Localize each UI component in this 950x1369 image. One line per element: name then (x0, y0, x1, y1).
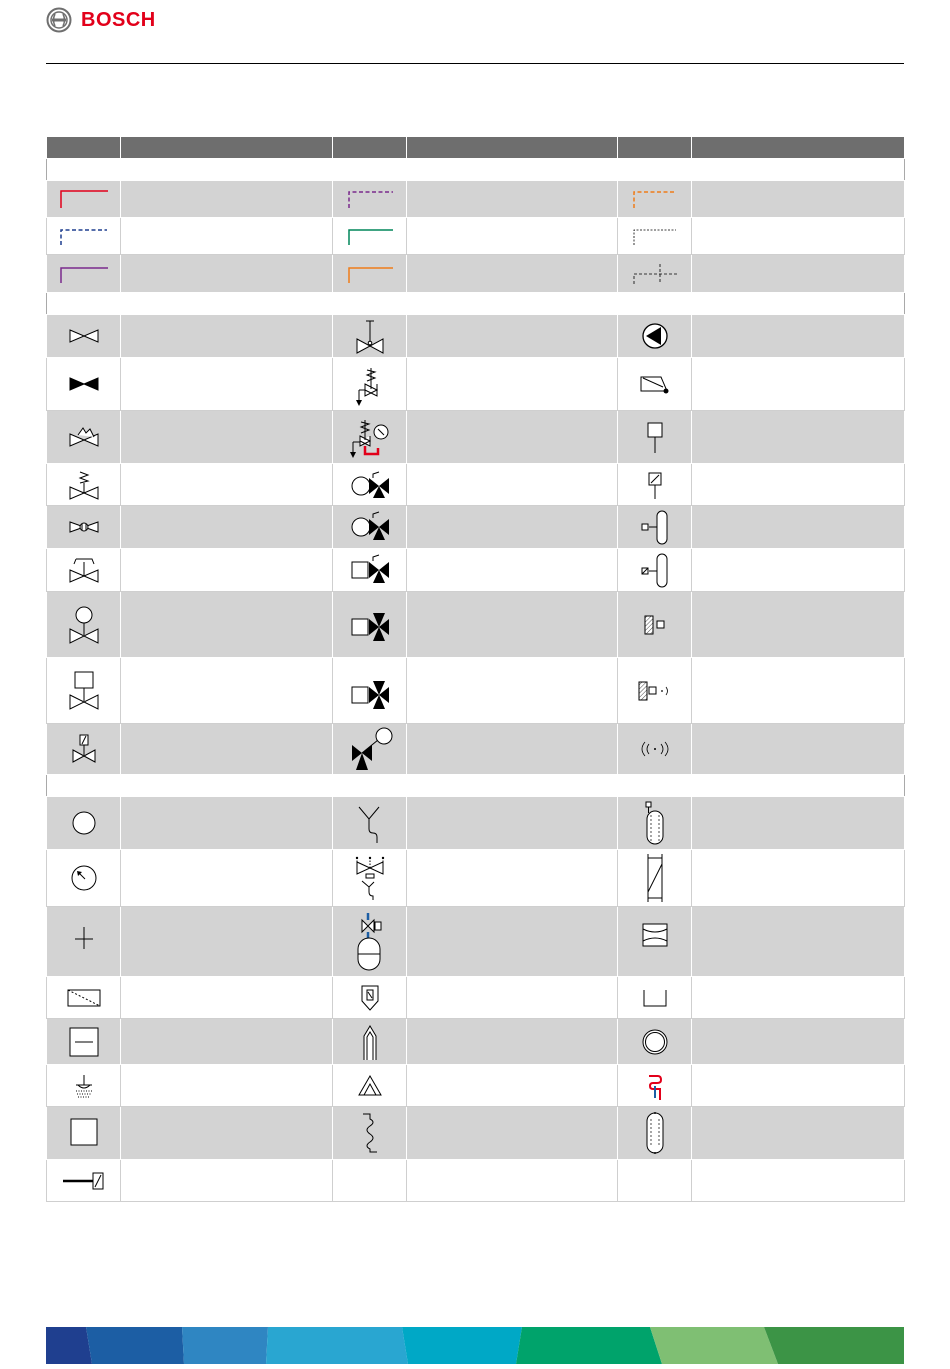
description-cell (692, 218, 905, 255)
header-cell (333, 137, 407, 159)
solenoid-valve-icon (69, 731, 99, 767)
header-cell (121, 137, 333, 159)
description-cell (407, 977, 618, 1019)
symbol-cell (47, 1107, 121, 1160)
table-row (47, 315, 905, 358)
section-row-lines (47, 159, 905, 181)
description-cell (692, 506, 905, 549)
flow-limiter-valve-icon (67, 517, 101, 537)
description-cell (407, 1107, 618, 1160)
symbol-cell (333, 977, 407, 1019)
symbol-cell (618, 658, 692, 724)
symbol-cell (618, 255, 692, 293)
footer-stripe (46, 1327, 92, 1364)
header-rule (46, 63, 904, 64)
description-cell (692, 724, 905, 775)
table-row (47, 218, 905, 255)
rod-sensor-icon (59, 1169, 109, 1193)
table-header-row (47, 137, 905, 159)
three-way-valve-box-icon (349, 553, 391, 587)
symbol-cell (333, 464, 407, 506)
description-cell (692, 358, 905, 411)
section-row-valves (47, 293, 905, 315)
description-cell (121, 1160, 333, 1202)
balancing-valve-icon (66, 554, 102, 586)
table-row (47, 907, 905, 977)
shower-head-icon (70, 1071, 98, 1101)
triangle-icon (355, 1073, 385, 1099)
header-cell (618, 137, 692, 159)
symbol-cell (333, 506, 407, 549)
four-way-mixer-box-icon (349, 671, 391, 711)
symbol-cell (618, 1065, 692, 1107)
filling-drain-icon (352, 854, 388, 902)
footer-stripe (764, 1327, 904, 1364)
symbol-cell (618, 411, 692, 464)
footer-stripe (266, 1327, 408, 1364)
symbol-cell (47, 255, 121, 293)
symbol-cell (333, 255, 407, 293)
description-cell (692, 411, 905, 464)
description-cell (407, 850, 618, 907)
symbol-cell (618, 506, 692, 549)
description-cell (407, 506, 618, 549)
description-cell (407, 181, 618, 218)
symbol-cell (47, 977, 121, 1019)
table-row (47, 724, 905, 775)
description-cell (692, 907, 905, 977)
symbol-cell (47, 592, 121, 658)
symbol-cell (47, 218, 121, 255)
symbol-cell (333, 218, 407, 255)
description-cell (692, 592, 905, 658)
symbol-cell (618, 1107, 692, 1160)
symbol-cell (47, 506, 121, 549)
symbol-cell (333, 850, 407, 907)
description-cell (121, 850, 333, 907)
description-cell (692, 1019, 905, 1065)
description-cell (407, 1019, 618, 1065)
symbol-cell (47, 315, 121, 358)
symbol-cell (333, 1107, 407, 1160)
open-tank-icon (640, 986, 670, 1010)
storage-sensor-diagonal-icon (639, 551, 671, 589)
symbol-cell (47, 658, 121, 724)
symbol-cell (618, 724, 692, 775)
description-cell (407, 907, 618, 977)
table-row (47, 506, 905, 549)
wireless-signal-icon (638, 739, 672, 759)
description-cell (121, 1019, 333, 1065)
symbol-cell (47, 411, 121, 464)
symbol-cell (47, 907, 121, 977)
table-row (47, 549, 905, 592)
safety-valve-icon (353, 360, 387, 408)
symbol-cell (47, 850, 121, 907)
description-cell (692, 315, 905, 358)
table-row (47, 1107, 905, 1160)
bosch-armature-icon (46, 7, 72, 33)
description-cell (121, 549, 333, 592)
table-row (47, 797, 905, 850)
room-controller-icon (640, 610, 670, 640)
line-dashed-blue-icon (57, 225, 111, 247)
dirt-filter-icon (357, 983, 383, 1013)
symbol-cell (618, 592, 692, 658)
three-way-valve-icon (349, 510, 391, 544)
description-cell (407, 658, 618, 724)
table-row (47, 1019, 905, 1065)
description-cell (692, 797, 905, 850)
symbol-cell (47, 358, 121, 411)
gate-valve-icon (67, 326, 101, 346)
description-cell (692, 1065, 905, 1107)
storage-tank-icon (643, 1110, 667, 1156)
closed-valve-icon (67, 374, 101, 394)
symbol-cell (333, 592, 407, 658)
symbol-cell (618, 977, 692, 1019)
description-cell (692, 549, 905, 592)
description-cell (121, 255, 333, 293)
symbol-cell (47, 1019, 121, 1065)
symbol-cell (333, 358, 407, 411)
footer-color-band (46, 1327, 904, 1364)
table-row (47, 464, 905, 506)
symbol-cell (618, 1019, 692, 1065)
description-cell (692, 464, 905, 506)
description-cell (121, 358, 333, 411)
line-dashed-cross-icon (628, 262, 682, 286)
symbol-cell (618, 1160, 692, 1202)
coil-icon (357, 1111, 383, 1155)
control-box-icon (67, 1025, 101, 1059)
description-cell (121, 977, 333, 1019)
description-cell (121, 218, 333, 255)
symbol-legend-table (46, 136, 905, 1202)
table-row (47, 1065, 905, 1107)
sensor-diagonal-icon (643, 469, 667, 501)
table-row (47, 1160, 905, 1202)
mixer-motor-icon (637, 372, 673, 396)
room-controller-wireless-icon (635, 676, 675, 706)
description-cell (407, 797, 618, 850)
symbol-cell (333, 411, 407, 464)
header-cell (407, 137, 618, 159)
three-way-valve-round-icon (349, 470, 391, 500)
description-cell (121, 464, 333, 506)
motor-valve-icon (66, 669, 102, 713)
description-cell (407, 358, 618, 411)
description-cell (407, 218, 618, 255)
description-cell (407, 464, 618, 506)
hot-cold-pipe-icon (643, 1070, 667, 1102)
safety-group-gauge-icon (348, 414, 392, 460)
pressure-gauge-icon (68, 862, 100, 894)
symbol-cell (47, 1065, 121, 1107)
description-cell (121, 724, 333, 775)
pump-icon (640, 321, 670, 351)
brand-logo (46, 7, 156, 33)
chimney-icon (358, 1022, 382, 1062)
description-cell (407, 592, 618, 658)
line-solid-orange-icon (343, 263, 397, 285)
funnel-drain-icon (353, 801, 387, 845)
description-cell (121, 1107, 333, 1160)
symbol-cell (333, 181, 407, 218)
symbol-cell (618, 181, 692, 218)
line-dashed-orange-icon (628, 188, 682, 210)
description-cell (692, 850, 905, 907)
footer-stripe (516, 1327, 662, 1364)
description-cell (692, 1160, 905, 1202)
description-cell (121, 797, 333, 850)
line-solid-green-icon (343, 225, 397, 247)
description-cell (407, 724, 618, 775)
description-cell (407, 255, 618, 293)
description-cell (407, 1065, 618, 1107)
header-cell (47, 137, 121, 159)
line-dashed-black-icon (628, 225, 682, 247)
storage-sensor-icon (639, 508, 671, 546)
table-row (47, 850, 905, 907)
controller-diagonal-icon (64, 986, 104, 1010)
description-cell (692, 255, 905, 293)
table-row (47, 977, 905, 1019)
four-way-valve-box-icon (349, 605, 391, 645)
footer-stripe (86, 1327, 184, 1364)
ring-icon (640, 1027, 670, 1057)
symbol-cell (618, 797, 692, 850)
symbol-cell (333, 549, 407, 592)
brand-name: BOSCH (81, 8, 156, 31)
symbol-cell (47, 549, 121, 592)
circle-component-icon (69, 808, 99, 838)
air-vent-icon (69, 913, 99, 971)
heat-exchanger-icon (643, 852, 667, 904)
symbol-cell (618, 464, 692, 506)
temperature-sensor-icon (643, 419, 667, 455)
table-row (47, 358, 905, 411)
description-cell (121, 506, 333, 549)
description-cell (692, 977, 905, 1019)
description-cell (121, 411, 333, 464)
description-cell (407, 411, 618, 464)
symbol-cell (47, 797, 121, 850)
symbol-cell (333, 1065, 407, 1107)
symbol-cell (618, 218, 692, 255)
description-cell (692, 181, 905, 218)
header-cell (692, 137, 905, 159)
symbol-cell (47, 1160, 121, 1202)
footer-stripe (402, 1327, 522, 1364)
description-cell (407, 315, 618, 358)
expansion-vessel-icon (353, 910, 387, 974)
footer-stripe (182, 1327, 268, 1364)
pressure-reducing-valve-icon (66, 467, 102, 503)
symbol-cell (333, 724, 407, 775)
table-row (47, 255, 905, 293)
description-cell (121, 181, 333, 218)
three-way-valve-thermostat-icon (344, 726, 396, 772)
check-valve-icon (66, 424, 102, 450)
description-cell (692, 1107, 905, 1160)
line-solid-purple-icon (57, 263, 111, 285)
symbol-cell (333, 797, 407, 850)
square-component-icon (68, 1113, 100, 1153)
description-cell (121, 315, 333, 358)
line-solid-red-icon (57, 188, 111, 210)
description-cell (121, 907, 333, 977)
symbol-cell (618, 907, 692, 977)
symbol-cell (333, 907, 407, 977)
table-row (47, 181, 905, 218)
symbol-cell (618, 549, 692, 592)
symbol-cell (618, 315, 692, 358)
description-cell (121, 1065, 333, 1107)
thermostatic-valve-icon (66, 603, 102, 647)
section-row-components (47, 775, 905, 797)
symbol-cell (618, 358, 692, 411)
symbol-cell (618, 850, 692, 907)
footer-stripe (650, 1327, 778, 1364)
stroke-valve-icon (353, 317, 387, 355)
table-row (47, 592, 905, 658)
table-row (47, 658, 905, 724)
table-row (47, 411, 905, 464)
line-dashed-purple-icon (343, 188, 397, 210)
symbol-cell (333, 658, 407, 724)
description-cell (407, 549, 618, 592)
tank-box-icon (639, 913, 671, 971)
symbol-cell (47, 464, 121, 506)
description-cell (121, 592, 333, 658)
symbol-cell (47, 724, 121, 775)
symbol-cell (333, 1019, 407, 1065)
description-cell (407, 1160, 618, 1202)
symbol-cell (47, 181, 121, 218)
symbol-cell (333, 1160, 407, 1202)
description-cell (121, 658, 333, 724)
buffer-tank-sensor-icon (643, 799, 667, 847)
symbol-cell (333, 315, 407, 358)
description-cell (692, 658, 905, 724)
